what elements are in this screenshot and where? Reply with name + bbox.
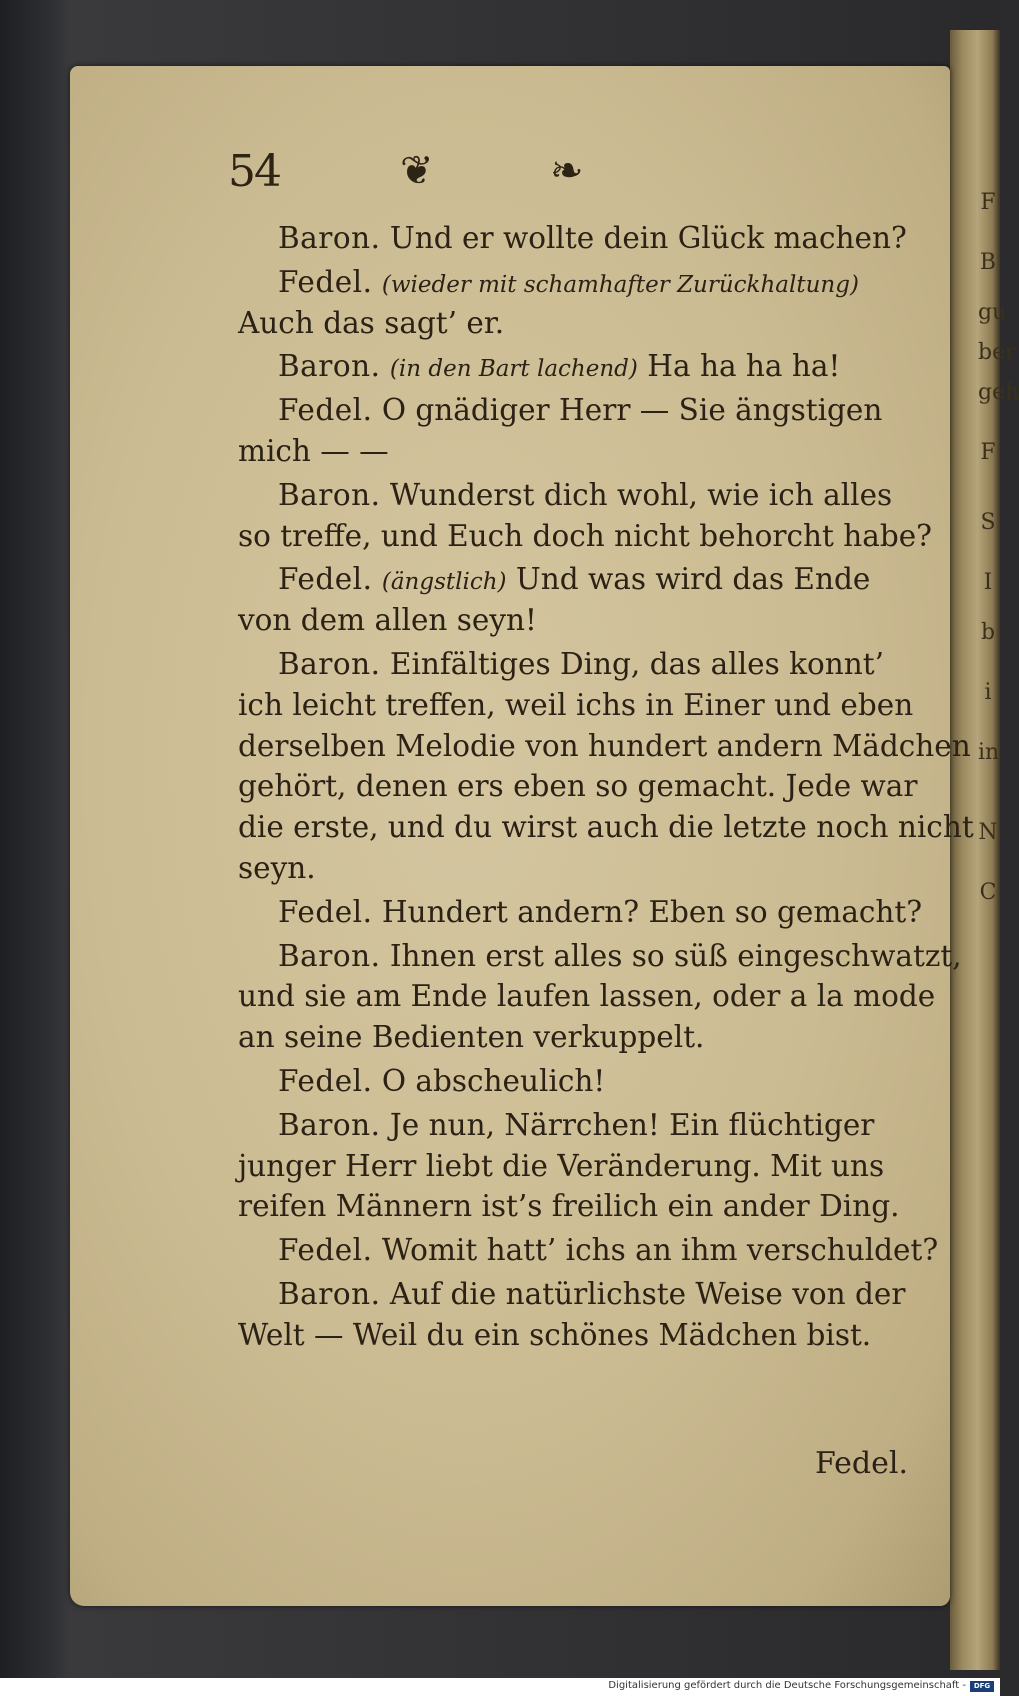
speaker-name: Baron. <box>278 1107 381 1142</box>
next-page-edge <box>950 30 1019 1670</box>
text-line <box>238 936 962 977</box>
edge-fragment: S <box>980 510 996 535</box>
line-text: O abscheulich! <box>381 1063 606 1098</box>
text-line <box>238 848 906 889</box>
line-text: von dem allen seyn! <box>238 603 537 638</box>
footer-bar <box>0 1678 1000 1696</box>
line-text: Wunderst dich wohl, wie ich alles <box>389 477 893 512</box>
edge-fragment: geh <box>978 380 1019 405</box>
edge-fragment: N <box>978 820 998 845</box>
edge-fragment: F <box>980 440 996 465</box>
line-text: junger Herr liebt die Veränderung. Mit uns <box>238 1148 885 1183</box>
line-text: und sie am Ende laufen lassen, oder a la mode <box>238 979 936 1014</box>
text-line <box>238 390 906 431</box>
text-line <box>238 685 914 726</box>
dfg-logo: DFG <box>970 1681 994 1692</box>
edge-fragment: gu <box>978 300 1007 325</box>
edge-fragment: i <box>984 680 992 705</box>
line-text: ich leicht treffen, weil ichs in Einer und eben <box>238 687 914 722</box>
edge-fragment: ber <box>978 340 1016 365</box>
speaker-name: Baron. <box>278 938 381 973</box>
line-text: an seine Bedienten verkuppelt. <box>238 1020 705 1055</box>
line-text: Auch das sagt’ er. <box>238 305 505 340</box>
text-line <box>238 1230 939 1271</box>
text-line <box>238 1105 906 1146</box>
line-text: Und er wollte dein Glück machen? <box>389 221 907 255</box>
text-line <box>238 976 936 1017</box>
speaker-name: Baron. <box>278 1276 381 1311</box>
page-number: 54 <box>228 146 280 197</box>
line-text: Hundert andern? Eben so gemacht? <box>381 894 923 929</box>
line-text: Auf die natürlichste Weise von der <box>389 1276 906 1311</box>
text-line <box>238 218 906 259</box>
footer-credit: Digitalisierung gefördert durch die Deutsche Forschungsgemeinschaft - <box>608 1680 966 1691</box>
catchword: Fedel. <box>814 1446 908 1481</box>
text-line <box>238 807 974 848</box>
text-line <box>238 475 906 516</box>
speaker-name: Fedel. <box>278 1063 373 1098</box>
speaker-name: Fedel. <box>278 562 373 597</box>
edge-fragment: in <box>978 740 1000 765</box>
line-text: derselben Melodie von hundert andern Mädchen <box>238 728 971 763</box>
text-line <box>238 346 906 387</box>
speaker-name: Fedel. <box>278 393 373 428</box>
text-line <box>238 1315 906 1356</box>
speaker-name: Baron. <box>278 349 381 384</box>
text-line <box>238 892 923 933</box>
play-text <box>238 218 974 1356</box>
speaker-name: Fedel. <box>278 1233 373 1268</box>
line-text: gehört, denen ers eben so gemacht. Jede war <box>238 769 918 804</box>
speaker-name: Fedel. <box>278 264 373 299</box>
speaker-name: Fedel. <box>278 894 373 929</box>
text-line <box>238 303 906 344</box>
line-text: die erste, und du wirst auch die letzte noch nicht <box>238 810 974 845</box>
line-text: Einfältiges Ding, das alles konnt’ <box>389 646 884 681</box>
edge-fragment: C <box>979 880 997 905</box>
text-line <box>238 1146 906 1187</box>
line-text: Ha ha ha ha! <box>647 349 841 384</box>
text-line <box>238 559 906 600</box>
line-text: Und was wird das Ende <box>515 562 871 597</box>
text-line <box>238 431 906 472</box>
edge-fragment: B <box>979 250 997 275</box>
stage-direction: (in den Bart lachend) <box>389 356 638 383</box>
line-text: Ihnen erst alles so süß eingeschwatzt, <box>389 938 962 973</box>
speaker-name: Baron. <box>278 646 381 681</box>
text-line <box>238 1017 906 1058</box>
edge-fragment: b <box>980 620 996 645</box>
text-line <box>238 1274 906 1315</box>
text-line <box>238 726 971 767</box>
text-line <box>238 600 906 641</box>
header-ornament-right: ❧ <box>550 148 584 194</box>
text-line <box>238 262 906 303</box>
line-text: Womit hatt’ ichs an ihm verschuldet? <box>381 1233 939 1268</box>
stage-direction: (ängstlich) <box>381 569 507 596</box>
edge-fragment: I <box>983 570 993 595</box>
line-text: so treffe, und Euch doch nicht behorcht habe? <box>238 518 932 553</box>
text-line <box>238 516 932 557</box>
speaker-name: Baron. <box>278 477 381 512</box>
line-text: mich — — <box>238 433 389 468</box>
line-text: Je nun, Närrchen! Ein flüchtiger <box>389 1107 875 1142</box>
text-line <box>238 1061 906 1102</box>
line-text: Welt — Weil du ein schönes Mädchen bist. <box>238 1317 872 1352</box>
line-text: seyn. <box>238 850 316 885</box>
book-page <box>70 66 974 1606</box>
text-line <box>238 766 918 807</box>
line-text: reifen Männern ist’s freilich ein ander Ding. <box>238 1189 900 1224</box>
header-ornament-left: ❦ <box>400 148 434 194</box>
edge-fragment: F <box>980 190 996 215</box>
line-text: O gnädiger Herr — Sie ängstigen <box>381 393 883 428</box>
stage-direction: (wieder mit schamhafter Zurückhaltung) <box>381 271 859 298</box>
speaker-name: Baron. <box>278 221 381 255</box>
text-line <box>238 644 906 685</box>
text-line <box>238 1186 906 1227</box>
